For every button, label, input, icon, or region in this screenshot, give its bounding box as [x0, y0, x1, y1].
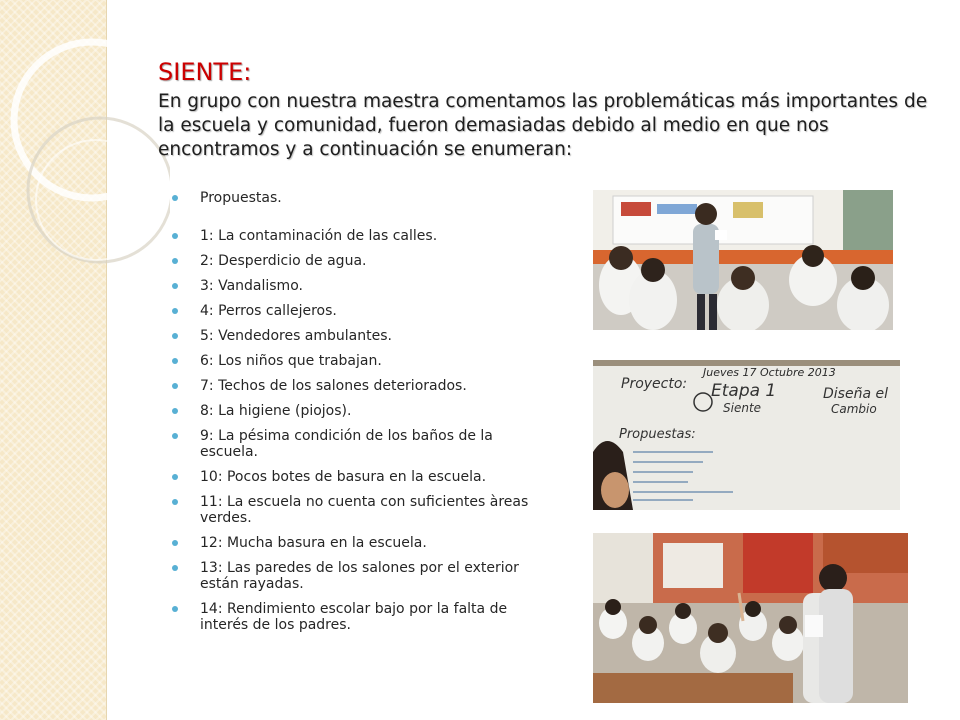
classroom-photo-1	[593, 190, 893, 330]
list-item: 13: Las paredes de los salones por el exterior están rayadas.	[172, 560, 532, 592]
list-heading: Propuestas.	[172, 190, 532, 206]
whiteboard-cambio: Cambio	[831, 402, 877, 416]
list-item: 11: La escuela no cuenta con suficientes àreas verdes.	[172, 494, 532, 526]
list-item: 5: Vendedores ambulantes.	[172, 328, 532, 344]
list-item: 12: Mucha basura en la escuela.	[172, 535, 532, 551]
slide-title: SIENTE:	[158, 58, 252, 86]
list-item: 1: La contaminación de las calles.	[172, 228, 532, 244]
list-item: 2: Desperdicio de agua.	[172, 253, 532, 269]
whiteboard-photo	[593, 360, 900, 510]
list-item: 10: Pocos botes de basura en la escuela.	[172, 469, 532, 485]
list-item: 8: La higiene (piojos).	[172, 403, 532, 419]
slide-subtitle: En grupo con nuestra maestra comentamos las problemáticas más importantes de la escuela y comunidad, fueron demasiadas debido al medio en que nos encontramos y a continuación se enumeran:	[158, 91, 928, 160]
whiteboard-etapa: Etapa 1	[711, 381, 777, 401]
whiteboard-date: Jueves 17 Octubre 2013	[703, 366, 836, 379]
whiteboard-disena: Diseña el	[823, 386, 888, 402]
classroom-photo-2	[593, 533, 908, 703]
title-block	[158, 58, 928, 162]
problem-list	[172, 190, 532, 633]
list-item: 4: Perros callejeros.	[172, 303, 532, 319]
whiteboard-proyecto: Proyecto:	[621, 376, 688, 392]
whiteboard-propuestas: Propuestas:	[619, 427, 696, 442]
list-item: 6: Los niños que trabajan.	[172, 353, 532, 369]
list-item: 7: Techos de los salones deteriorados.	[172, 378, 532, 394]
list-item: 3: Vandalismo.	[172, 278, 532, 294]
list-item: 14: Rendimiento escolar bajo por la falta de interés de los padres.	[172, 601, 532, 633]
decorative-sidebar	[0, 0, 107, 720]
list-item: 9: La pésima condición de los baños de la escuela.	[172, 428, 532, 460]
whiteboard-siente: Siente	[723, 401, 762, 415]
